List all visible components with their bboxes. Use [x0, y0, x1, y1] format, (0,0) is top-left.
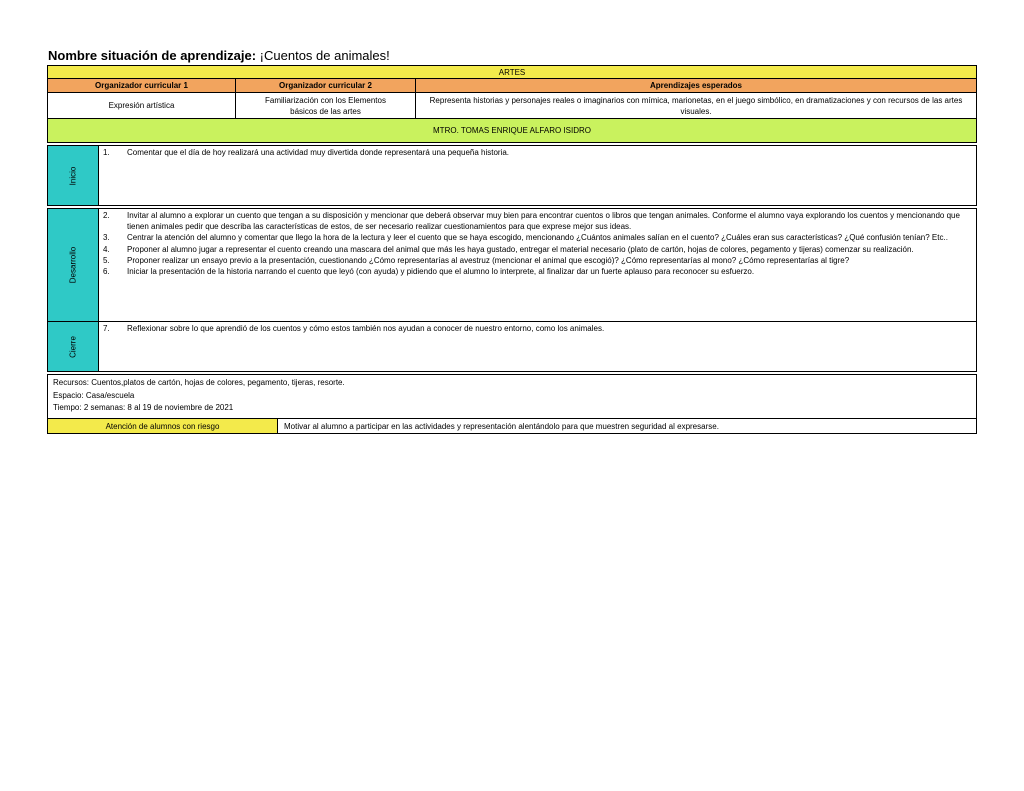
header-organizador-2: Organizador curricular 2	[235, 79, 415, 92]
time-line: Tiempo: 2 semanas: 8 al 19 de noviembre de 2021	[53, 403, 234, 412]
list-item: 5. Proponer realizar un ensayo previo a la presentación, cuestionando ¿Cómo representarías al avestruz (mencionar el animal que escogió)? ¿Cómo representarías al mono? ¿Cómo representarías al tigre?	[103, 255, 850, 265]
header-organizador-1: Organizador curricular 1	[48, 79, 235, 92]
section-body-desarrollo	[98, 209, 976, 321]
section-desarrollo	[47, 208, 977, 322]
resources-line: Recursos: Cuentos,platos de cartón, hojas de colores, pegamento, tijeras, resorte.	[53, 378, 345, 387]
resources-block	[48, 375, 976, 418]
title-value: ¡Cuentos de animales!	[259, 48, 390, 63]
header-aprendizajes: Aprendizajes esperados	[415, 79, 976, 92]
risk-text: Motivar al alumno a participar en las actividades y representación alentándolo para que muestren seguridad al expresarse.	[277, 419, 976, 433]
value-organizador-2: Familiarización con los Elementos básicos de las artes	[235, 93, 415, 118]
section-body-cierre	[98, 322, 976, 371]
header-row	[47, 79, 977, 93]
section-label-desarrollo: Desarrollo	[48, 209, 98, 321]
section-inicio	[47, 145, 977, 206]
list-item: 7. Reflexionar sobre lo que aprendió de los cuentos y cómo estos también nos ayudan a conocer de nuestro entorno, como los animales.	[103, 324, 605, 333]
value-aprendizajes: Representa historias y personajes reales o imaginarios con mímica, marionetas, en el juego simbólico, en dramatizaciones y con recursos de las artes visuales.	[415, 93, 976, 118]
list-item: 1. Comentar que el día de hoy realizará una actividad muy divertida donde representará una pequeña historia.	[103, 148, 510, 157]
risk-label: Atención de alumnos con riesgo	[48, 419, 277, 433]
teacher-row	[47, 119, 977, 143]
area-row	[47, 65, 977, 79]
values-row	[47, 93, 977, 119]
section-body-inicio	[98, 146, 976, 205]
list-item: 2. Invitar al alumno a explorar un cuento que tengan a su disposición y mencionar que deberá observar muy bien para encontrar cuentos o libros que tengan animales. Conforme el alumno vaya explorando los cuentos y mencionando que tienen animales pedir que describa las características de estos, de ser necesario realizar cuestionamientos para que exprese mejor sus ideas.	[103, 211, 960, 232]
title-label: Nombre situación de aprendizaje:	[48, 48, 257, 63]
list-item: 4. Proponer al alumno jugar a representar el cuento creando una mascara del animal que más les haya gustado, entregar el material necesario (plato de cartón, hojas de colores, pegamento y tijeras) comenzar su realización.	[103, 244, 914, 254]
risk-row	[47, 419, 977, 434]
value-organizador-1: Expresión artística	[108, 101, 175, 110]
page-title	[48, 48, 390, 63]
list-item: 3. Centrar la atención del alumno y comentar que llego la hora de la lectura y leer el cuento que se haya escogido, mencionando ¿Cuántos animales salían en el cuento? ¿Cuáles eran sus características? ¿Qué confusión tenían? Etc..	[103, 233, 948, 243]
teacher-name: MTRO. TOMAS ENRIQUE ALFARO ISIDRO	[433, 126, 591, 135]
area-label: ARTES	[498, 67, 526, 77]
space-line: Espacio: Casa/escuela	[53, 390, 135, 400]
planning-table	[47, 65, 977, 434]
section-label-inicio: Inicio	[48, 146, 98, 205]
section-cierre	[47, 322, 977, 372]
list-item: 6. Iniciar la presentación de la historia narrando el cuento que leyó (con ayuda) y pidiendo que el alumno lo interprete, al finalizar dar un fuerte aplauso para reconocer su esfuerzo.	[103, 267, 755, 277]
section-label-cierre: Cierre	[48, 322, 98, 371]
resources-row	[47, 374, 977, 419]
